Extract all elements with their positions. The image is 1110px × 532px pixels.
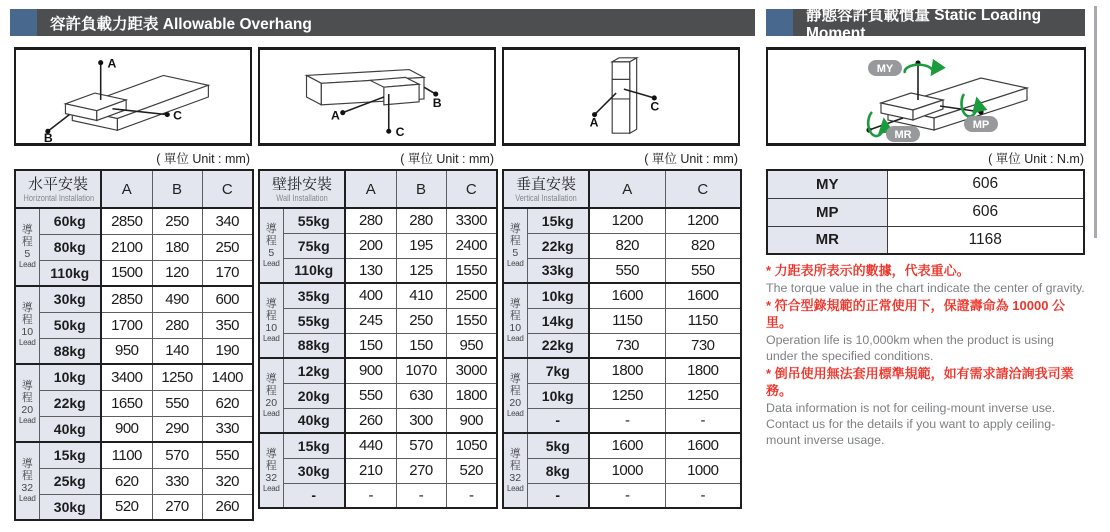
table-row <box>503 333 741 358</box>
value-cell: 1600 <box>589 433 665 458</box>
value-cell: 250 <box>396 308 446 333</box>
table-row <box>503 483 741 508</box>
dimension-label-c: C <box>395 125 405 140</box>
table-row <box>259 333 497 358</box>
table-row <box>15 260 253 286</box>
moment-badge-mr-label: MR <box>894 129 912 141</box>
value-cell: 1200 <box>665 208 741 233</box>
table-row <box>15 468 253 494</box>
column-header-a: A <box>345 170 396 208</box>
load-capacity-cell: 60kg <box>39 208 101 234</box>
table-row <box>767 170 1084 198</box>
table-row <box>259 283 497 308</box>
load-capacity-cell: 30kg <box>283 458 345 483</box>
note-line-en: The torque value in the chart indicate the center of gravity. <box>766 280 1085 295</box>
dimension-label-b: B <box>43 131 53 143</box>
value-cell: 550 <box>665 258 741 283</box>
table-title-cell <box>503 170 589 208</box>
load-capacity-cell: 15kg <box>527 208 589 233</box>
lead-group-label: 導 程 5 Lead <box>503 208 527 283</box>
table-row <box>259 383 497 408</box>
table-row <box>503 408 741 433</box>
table-row <box>15 286 253 312</box>
moment-row-value: 606 <box>887 198 1084 226</box>
load-capacity-cell: 110kg <box>283 258 345 283</box>
value-cell: 260 <box>345 408 396 433</box>
value-cell: 320 <box>202 468 253 494</box>
table-row <box>503 208 741 233</box>
value-cell: - <box>589 483 665 508</box>
value-cell: 820 <box>589 233 665 258</box>
table-row <box>259 233 497 258</box>
value-cell: 570 <box>152 442 202 468</box>
value-cell: 3300 <box>446 208 497 233</box>
value-cell: 150 <box>396 333 446 358</box>
value-cell: - <box>665 408 741 433</box>
lead-group-label: 導 程 32 Lead <box>503 433 527 508</box>
table-title-zh: 水平安裝 <box>28 175 89 193</box>
value-cell: 550 <box>345 383 396 408</box>
table-title-en: Horizontal Installation <box>23 192 95 203</box>
value-cell: - <box>665 483 741 508</box>
value-cell: 280 <box>345 208 396 233</box>
value-cell: 130 <box>345 258 396 283</box>
value-cell: - <box>446 483 497 508</box>
value-cell: 1400 <box>202 364 253 390</box>
value-cell: 1800 <box>665 358 741 383</box>
moment-row-label: MP <box>767 198 887 226</box>
table-row <box>503 283 741 308</box>
column-header-a: A <box>101 170 152 208</box>
value-cell: 1700 <box>101 312 152 338</box>
value-cell: - <box>345 483 396 508</box>
value-cell: 1500 <box>101 260 152 286</box>
value-cell: 350 <box>202 312 253 338</box>
value-cell: 620 <box>202 390 253 416</box>
lead-group-label: 導 程 20 Lead <box>259 358 283 433</box>
unit-label: ( 單位 Unit : N.m) <box>988 152 1084 166</box>
load-capacity-cell: 33kg <box>527 258 589 283</box>
horizontal-installation-diagram <box>14 47 252 146</box>
section-title: 靜態容許負載慣量 Static Loading Moment <box>806 6 1042 42</box>
value-cell: 170 <box>202 260 253 286</box>
note-line-zh: * 力距表所表示的數據，代表重心。 <box>766 263 970 278</box>
value-cell: 280 <box>152 312 202 338</box>
load-capacity-cell: 10kg <box>527 383 589 408</box>
table-title-cell <box>259 170 345 208</box>
table-row <box>15 442 253 468</box>
header-accent-square <box>10 9 37 36</box>
value-cell: 1250 <box>665 383 741 408</box>
horizontal-installation-table <box>14 169 254 521</box>
column-header-b: B <box>396 170 446 208</box>
value-cell: 490 <box>152 286 202 312</box>
column-header-a: A <box>589 170 665 208</box>
value-cell: 1100 <box>101 442 152 468</box>
lead-group-label: 導 程 5 Lead <box>259 208 283 283</box>
table-row <box>767 226 1084 254</box>
dimension-label-a: A <box>330 108 340 123</box>
value-cell: 270 <box>396 458 446 483</box>
table-row <box>503 358 741 383</box>
unit-label: ( 單位 Unit : mm) <box>400 152 494 166</box>
table-row <box>503 458 741 483</box>
table-title-zh: 垂直安裝 <box>516 175 577 193</box>
value-cell: 2500 <box>446 283 497 308</box>
table-row <box>15 494 253 520</box>
value-cell: 2850 <box>101 208 152 234</box>
load-capacity-cell: 12kg <box>283 358 345 383</box>
table-header-row <box>503 170 741 208</box>
value-cell: - <box>396 483 446 508</box>
value-cell: 1600 <box>589 283 665 308</box>
value-cell: 1600 <box>665 283 741 308</box>
value-cell: 900 <box>345 358 396 383</box>
load-capacity-cell: - <box>283 483 345 508</box>
load-capacity-cell: 15kg <box>39 442 101 468</box>
value-cell: 440 <box>345 433 396 458</box>
value-cell: 280 <box>396 208 446 233</box>
load-capacity-cell: 50kg <box>39 312 101 338</box>
value-cell: 1800 <box>446 383 497 408</box>
value-cell: 260 <box>202 494 253 520</box>
value-cell: 330 <box>202 416 253 442</box>
table-row <box>15 390 253 416</box>
value-cell: 620 <box>101 468 152 494</box>
load-capacity-cell: 14kg <box>527 308 589 333</box>
load-capacity-cell: 110kg <box>39 260 101 286</box>
load-capacity-cell: 55kg <box>283 308 345 333</box>
table-header-row <box>15 170 253 208</box>
section-title: 容許負載力距表 Allowable Overhang <box>50 15 312 33</box>
moment-diagram <box>766 47 1086 146</box>
table-row <box>259 308 497 333</box>
table-row <box>15 234 253 260</box>
value-cell: 300 <box>396 408 446 433</box>
value-cell: 550 <box>589 258 665 283</box>
table-row <box>15 338 253 364</box>
load-capacity-cell: 30kg <box>39 494 101 520</box>
value-cell: 195 <box>396 233 446 258</box>
value-cell: 1150 <box>589 308 665 333</box>
load-capacity-cell: 22kg <box>527 233 589 258</box>
load-capacity-cell: 20kg <box>283 383 345 408</box>
value-cell: 1000 <box>665 458 741 483</box>
note-line-en: Operation life is 10,000km when the product is using under the specified conditions. <box>766 332 1054 363</box>
value-cell: 900 <box>101 416 152 442</box>
note-line-zh: * 符合型錄規範的正常使用下，保證壽命為 10000 公里。 <box>766 297 1066 330</box>
load-capacity-cell: 40kg <box>39 416 101 442</box>
value-cell: 3000 <box>446 358 497 383</box>
value-cell: 245 <box>345 308 396 333</box>
load-capacity-cell: 88kg <box>39 338 101 364</box>
load-capacity-cell: 55kg <box>283 208 345 233</box>
lead-group-label: 導 程 32 Lead <box>15 442 39 520</box>
table-row <box>259 408 497 433</box>
table-row <box>259 208 497 233</box>
table-row <box>503 308 741 333</box>
moment-table <box>766 169 1085 255</box>
lead-group-label: 導 程 20 Lead <box>15 364 39 442</box>
value-cell: 1600 <box>665 433 741 458</box>
load-capacity-cell: 30kg <box>39 286 101 312</box>
table-row <box>259 433 497 458</box>
table-title-zh: 壁掛安裝 <box>272 175 333 193</box>
table-row <box>15 364 253 390</box>
dimension-label-c: C <box>650 99 660 114</box>
lead-group-label: 導 程 10 Lead <box>259 283 283 358</box>
dimension-label-c: C <box>173 108 182 123</box>
section-header-static-loading-moment <box>766 6 1085 42</box>
value-cell: 570 <box>396 433 446 458</box>
value-cell: 120 <box>152 260 202 286</box>
header-accent-square <box>766 9 793 36</box>
lead-group-label: 導 程 10 Lead <box>503 283 527 358</box>
value-cell: 3400 <box>101 364 152 390</box>
value-cell: 950 <box>101 338 152 364</box>
value-cell: 1250 <box>589 383 665 408</box>
value-cell: 290 <box>152 416 202 442</box>
value-cell: 340 <box>202 208 253 234</box>
table-title-en: Vertical Installation <box>515 192 577 203</box>
load-capacity-cell: 88kg <box>283 333 345 358</box>
unit-label: ( 單位 Unit : mm) <box>156 152 250 166</box>
lead-group-label: 導 程 10 Lead <box>15 286 39 364</box>
value-cell: 140 <box>152 338 202 364</box>
load-capacity-cell: 5kg <box>527 433 589 458</box>
table-row <box>767 198 1084 226</box>
value-cell: 180 <box>152 234 202 260</box>
table-row <box>15 416 253 442</box>
dimension-label-b: B <box>432 95 442 110</box>
column-header-b: B <box>152 170 202 208</box>
load-capacity-cell: 40kg <box>283 408 345 433</box>
load-capacity-cell: 22kg <box>39 390 101 416</box>
value-cell: 410 <box>396 283 446 308</box>
column-header-c: C <box>202 170 253 208</box>
value-cell: 730 <box>665 333 741 358</box>
value-cell: - <box>589 408 665 433</box>
value-cell: 2100 <box>101 234 152 260</box>
table-row <box>259 458 497 483</box>
table-header-row <box>259 170 497 208</box>
section-header-allowable-overhang <box>10 9 755 36</box>
unit-label: ( 單位 Unit : mm) <box>644 152 738 166</box>
page-edge-line <box>1094 6 1097 238</box>
load-capacity-cell: 8kg <box>527 458 589 483</box>
vertical-installation-diagram <box>502 47 740 146</box>
moment-badge-mp-label: MP <box>972 119 990 131</box>
value-cell: 950 <box>446 333 497 358</box>
load-capacity-cell: 15kg <box>283 433 345 458</box>
load-capacity-cell: 75kg <box>283 233 345 258</box>
table-row <box>15 208 253 234</box>
value-cell: 600 <box>202 286 253 312</box>
value-cell: 270 <box>152 494 202 520</box>
table-row <box>503 383 741 408</box>
column-header-c: C <box>665 170 741 208</box>
value-cell: 630 <box>396 383 446 408</box>
moment-badge-my-label: MY <box>876 63 894 75</box>
vertical-installation-table <box>502 169 742 509</box>
column-header-c: C <box>446 170 497 208</box>
moment-row-label: MY <box>767 170 887 198</box>
value-cell: 150 <box>345 333 396 358</box>
load-capacity-cell: 10kg <box>527 283 589 308</box>
value-cell: 200 <box>345 233 396 258</box>
value-cell: 1150 <box>665 308 741 333</box>
value-cell: 1800 <box>589 358 665 383</box>
dimension-label-a: A <box>589 115 599 130</box>
load-capacity-cell: 35kg <box>283 283 345 308</box>
value-cell: 2850 <box>101 286 152 312</box>
table-title-en: Wall Installation <box>276 192 328 203</box>
value-cell: 1070 <box>396 358 446 383</box>
load-capacity-cell: - <box>527 408 589 433</box>
value-cell: 730 <box>589 333 665 358</box>
lead-group-label: 導 程 20 Lead <box>503 358 527 433</box>
value-cell: 1250 <box>152 364 202 390</box>
value-cell: 250 <box>152 208 202 234</box>
value-cell: 550 <box>202 442 253 468</box>
table-row <box>503 233 741 258</box>
table-row <box>503 258 741 283</box>
wall-installation-table <box>258 169 498 509</box>
value-cell: 520 <box>101 494 152 520</box>
note-line-en: Data information is not for ceiling-mount inverse use. <box>766 400 1056 415</box>
value-cell: 550 <box>152 390 202 416</box>
value-cell: 520 <box>446 458 497 483</box>
value-cell: 1200 <box>589 208 665 233</box>
value-cell: 400 <box>345 283 396 308</box>
wall-installation-diagram <box>258 47 496 146</box>
value-cell: 330 <box>152 468 202 494</box>
load-capacity-cell: 22kg <box>527 333 589 358</box>
value-cell: 210 <box>345 458 396 483</box>
table-row <box>15 312 253 338</box>
value-cell: 1550 <box>446 308 497 333</box>
value-cell: 125 <box>396 258 446 283</box>
note-line-zh: * 倒吊使用無法套用標準規範，如有需求請洽詢我司業務。 <box>766 365 1074 398</box>
table-row <box>259 258 497 283</box>
lead-group-label: 導 程 32 Lead <box>259 433 283 508</box>
table-row <box>259 358 497 383</box>
load-capacity-cell: - <box>527 483 589 508</box>
value-cell: 1050 <box>446 433 497 458</box>
moment-row-value: 606 <box>887 170 1084 198</box>
load-capacity-cell: 7kg <box>527 358 589 383</box>
load-capacity-cell: 10kg <box>39 364 101 390</box>
moment-row-value: 1168 <box>887 226 1084 254</box>
value-cell: 1650 <box>101 390 152 416</box>
moment-row-label: MR <box>767 226 887 254</box>
dimension-label-a: A <box>107 56 117 71</box>
table-row <box>503 433 741 458</box>
value-cell: 1000 <box>589 458 665 483</box>
table-row <box>259 483 497 508</box>
value-cell: 1550 <box>446 258 497 283</box>
notes <box>766 261 1088 448</box>
value-cell: 2400 <box>446 233 497 258</box>
table-title-cell <box>15 170 101 208</box>
value-cell: 900 <box>446 408 497 433</box>
value-cell: 190 <box>202 338 253 364</box>
value-cell: 820 <box>665 233 741 258</box>
load-capacity-cell: 80kg <box>39 234 101 260</box>
load-capacity-cell: 25kg <box>39 468 101 494</box>
note-line-en: Contact us for the details if you want to apply ceiling-mount inverse usage. <box>766 416 1056 447</box>
value-cell: 250 <box>202 234 253 260</box>
lead-group-label: 導 程 5 Lead <box>15 208 39 286</box>
